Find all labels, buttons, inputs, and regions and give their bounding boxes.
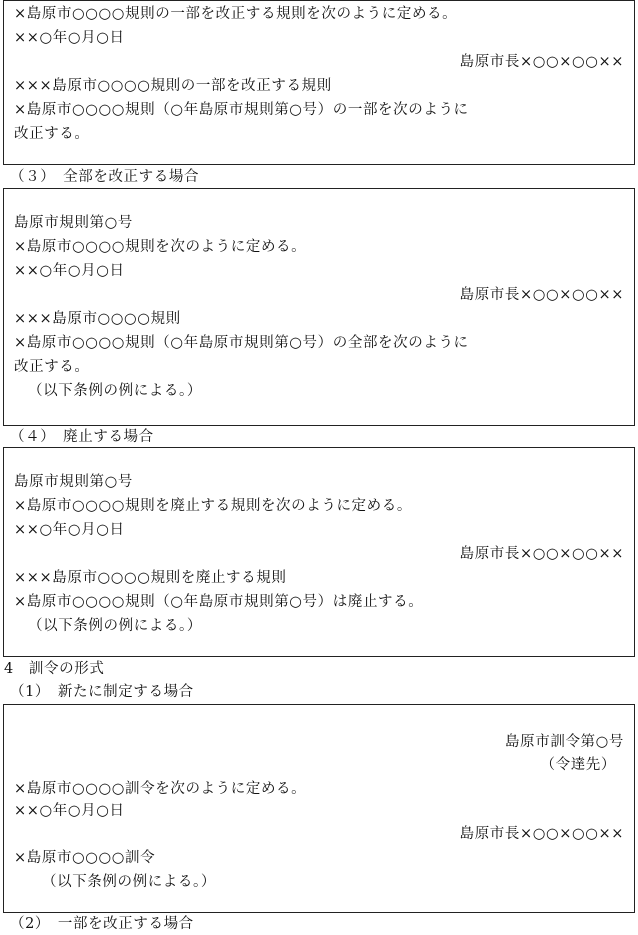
line-instruction-number: 島原市訓令第○号 bbox=[505, 734, 624, 750]
line-regulation-number: 島原市規則第○号 bbox=[14, 215, 133, 231]
line-instruction-title: ×島原市○○○○訓令 bbox=[14, 850, 156, 866]
line-regulation-title: ×××島原市○○○○規則の一部を改正する規則 bbox=[14, 78, 332, 94]
heading-partial-amendment: （2） 一部を改正する場合 bbox=[10, 916, 194, 932]
line-regulation-title: ×××島原市○○○○規則 bbox=[14, 311, 181, 327]
box-regulation-full-amendment bbox=[3, 188, 635, 426]
line-follows-ordinance-note: （以下条例の例による。） bbox=[28, 618, 202, 634]
box-instruction-new-enactment bbox=[3, 704, 635, 913]
line-date: ××○年○月○日 bbox=[14, 522, 125, 538]
line-enactment-statement: ×島原市○○○○規則の一部を改正する規則を次のように定める。 bbox=[14, 6, 458, 22]
line-regulation-title: ×××島原市○○○○規則を廃止する規則 bbox=[14, 570, 287, 586]
line-mayor: 島原市長×○○×○○×× bbox=[459, 287, 624, 303]
line-follows-ordinance-note: （以下条例の例による。） bbox=[28, 383, 202, 399]
box-regulation-repeal bbox=[3, 447, 635, 657]
line-mayor: 島原市長×○○×○○×× bbox=[459, 54, 624, 70]
line-enactment-statement: ×島原市○○○○訓令を次のように定める。 bbox=[14, 781, 307, 797]
line-amendment-body-cont: 改正する。 bbox=[14, 126, 90, 142]
line-follows-ordinance-note: （以下条例の例による。） bbox=[42, 874, 216, 890]
heading-full-amendment: （３） 全部を改正する場合 bbox=[10, 169, 200, 185]
line-amendment-body: ×島原市○○○○規則（○年島原市規則第○号）の一部を次のように bbox=[14, 102, 469, 118]
line-mayor: 島原市長×○○×○○×× bbox=[459, 546, 624, 562]
line-date: ××○年○月○日 bbox=[14, 803, 125, 819]
line-amendment-body-cont: 改正する。 bbox=[14, 359, 90, 375]
line-repeal-body: ×島原市○○○○規則（○年島原市規則第○号）は廃止する。 bbox=[14, 594, 424, 610]
line-recipient: （令達先） bbox=[540, 757, 616, 773]
section-heading-instruction-format: 4 訓令の形式 bbox=[4, 661, 105, 677]
line-enactment-statement: ×島原市○○○○規則を廃止する規則を次のように定める。 bbox=[14, 498, 412, 514]
line-regulation-number: 島原市規則第○号 bbox=[14, 474, 133, 490]
line-amendment-body: ×島原市○○○○規則（○年島原市規則第○号）の全部を次のように bbox=[14, 335, 469, 351]
box-regulation-partial-amendment bbox=[3, 0, 635, 165]
line-enactment-statement: ×島原市○○○○規則を次のように定める。 bbox=[14, 239, 307, 255]
line-date: ××○年○月○日 bbox=[14, 263, 125, 279]
line-date: ××○年○月○日 bbox=[14, 30, 125, 46]
line-mayor: 島原市長×○○×○○×× bbox=[459, 826, 624, 842]
heading-new-enactment: （1） 新たに制定する場合 bbox=[10, 684, 194, 700]
heading-repeal: （４） 廃止する場合 bbox=[10, 429, 154, 445]
